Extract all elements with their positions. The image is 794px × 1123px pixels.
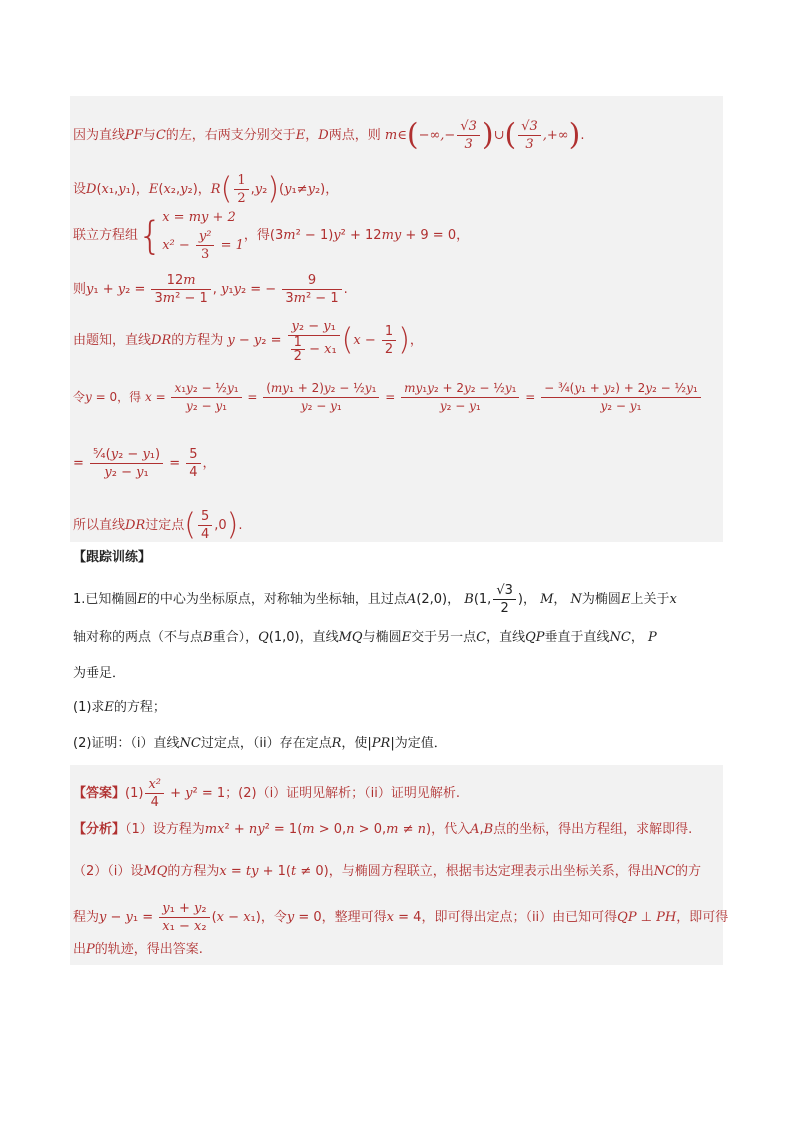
analysis-line-1: 【分析】（1）设方程为mx² + ny² = 1(m > 0,n > 0,m ≠ n)，代入A,B点的坐标，得出方程组，求解即得. [73,822,693,837]
training-heading: 【跟踪训练】 [73,550,152,565]
analysis-line-4: 出P的轨迹，得出答案. [73,942,203,957]
solution-line-8: 所以直线DR过定点( $\frac{5}{4}$ ,0). [73,507,243,543]
problem-line-2: 轴对称的两点（不与点B重合），Q(1,0)，直线MQ与椭圆E交于另一点C，直线QP垂直于直线NC， P [73,630,657,645]
solution-line-5: 由题知，直线DR的方程为 y − y₂ = y₂ − y₁ $\frac{1}{2}$ − x₁ (x − $\frac{1}{2}$ )， [73,319,423,364]
solution-line-6: 令y = 0，得 x = $\frac{\text{x₁y₂ − ½y₁}}{\text{y₂ − y₁}}$ = $\frac{\text{(my₁ + 2)y₂ − ½y₁}}{\text{y₂ − y₁}}$ = $\frac{\text{my₁y₂ + 2y₂ − ½y₁}}{\text{y₂ − y₁}}$ = $\frac{\text{− ¾(y₁ + y₂) + 2y₂ − ½y₁}}{\text{y₂ − y₁}}$ [73,380,703,415]
question-1: (1)求E的方程； [73,700,166,715]
analysis-line-2: （2）（i）设MQ的方程为x = ty + 1(t ≠ 0)，与椭圆方程联立，根据韦达定理表示出坐标关系，得出NC的方 [73,864,702,879]
solution-line-3: 联立方程组{ x = my + 2 x² − $\frac{\text{y²}}{3}$ = 1 ，得(3m² − 1)y² + 12my + 9 = 0， [73,210,470,262]
solution-line-7: = $\frac{\text{⁵⁄₄(y₂ − y₁)}}{\text{y₂ − y₁}}$ = $\frac{5}{4}$ ， [73,447,216,480]
solution-line-1: 因为直线PF与C的左，右两支分别交于E，D两点，则 m∈(−∞,− $\frac{√3}{3}$ )∪( $\frac{√3}{3}$ ,+∞). [73,117,585,153]
analysis-line-3: 程为y − y₁ = $\frac{\text{y₁ + y₂}}{\text{x₁ − x₂}}$ (x − x₁)，令y = 0，整理可得x = 4，即可得出定点；（ii）由已知可得QP ⊥ PH，即可得 [73,901,729,934]
solution-line-2: 设D(x₁,y₁)，E(x₂,y₂)，R( $\frac{1}{2}$ ,y₂)(y₁≠y₂)， [73,171,339,207]
m-range-formula: m∈(−∞,− $\frac{√3}{3}$ )∪( $\frac{√3}{3}$ ,+∞) [384,117,581,153]
problem-line-3: 为垂足． [73,666,126,681]
problem-line-1: 1.已知椭圆E的中心为坐标原点，对称轴为坐标轴，且过点A(2,0)， B(1, $\frac{√3}{2}$ )， M， N为椭圆E上关于x [73,583,677,616]
answer-line: 【答案】(1) $\frac{\text{x²}}{4}$ + y² = 1；(2)（i）证明见解析；（ii）证明见解析. [73,777,461,810]
solution-line-4: 则y₁ + y₂ = $\frac{12m}{\text{3m² − 1}}$ , y₁y₂ = − $\frac{9}{\text{3m² − 1}}$ . [73,273,348,306]
question-2: (2)证明：（i）直线NC过定点，（ii）存在定点R，使|PR|为定值． [73,736,447,751]
